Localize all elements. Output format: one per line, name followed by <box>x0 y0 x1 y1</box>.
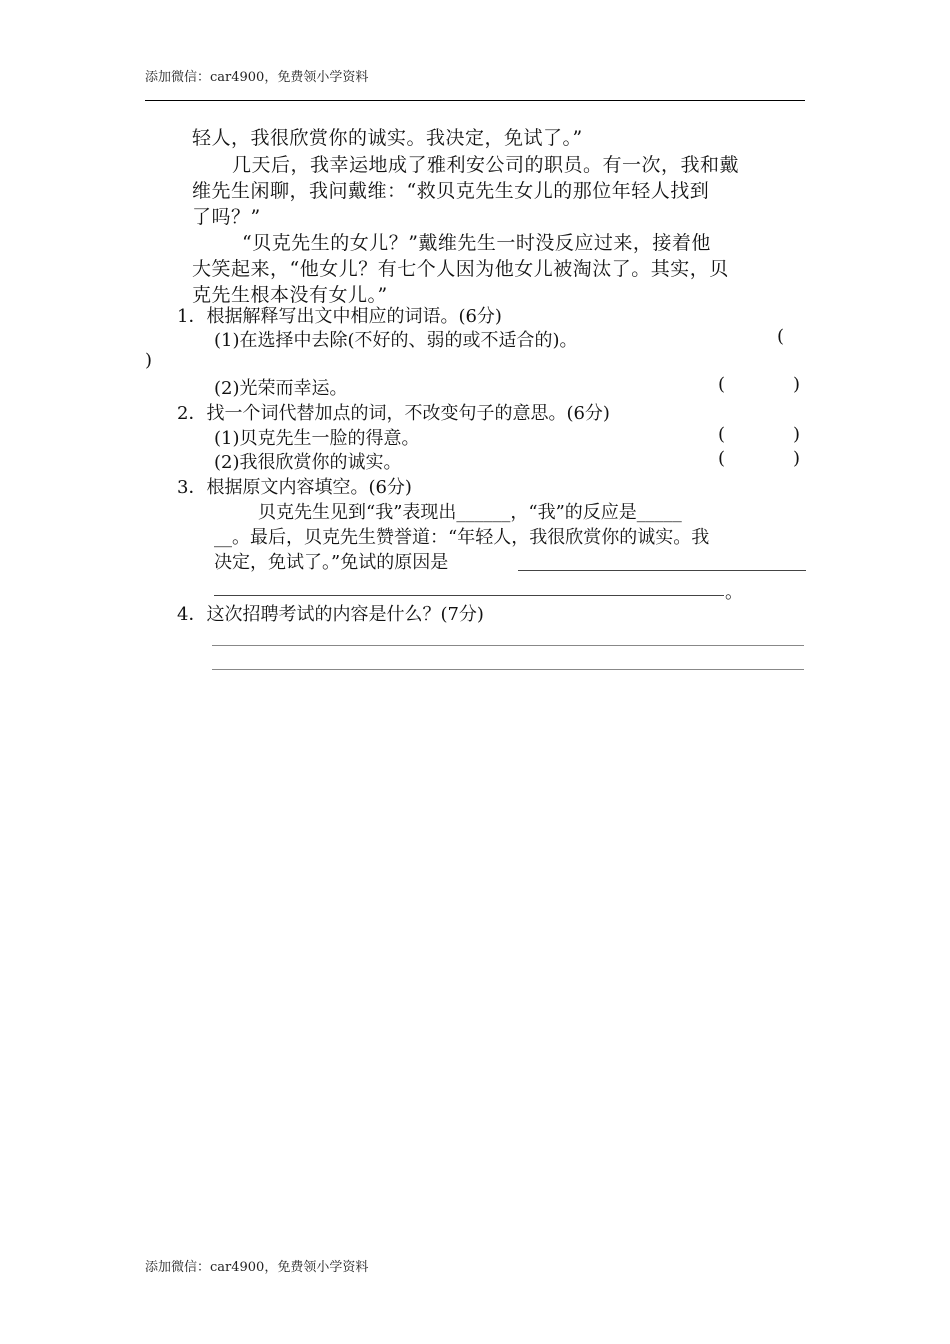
story-line: “贝克先生的女儿？”戴维先生一时没反应过来，接着他 <box>242 232 711 254</box>
answer-blank[interactable] <box>518 570 806 571</box>
story-line: 了吗？” <box>192 206 261 228</box>
answer-paren-open: ( <box>718 424 726 445</box>
story-line: 轻人，我很欣赏你的诚实。我决定，免试了。” <box>192 127 583 149</box>
story-line: 几天后，我幸运地成了雅利安公司的职员。有一次，我和戴 <box>232 154 740 176</box>
answer-paren-close: ) <box>793 374 801 395</box>
question-item: (2)光荣而幸运。 <box>214 378 348 399</box>
question-item: (2)我很欣赏你的诚实。 <box>214 452 402 473</box>
answer-paren-close: ) <box>793 448 801 469</box>
story-line: 大笑起来，“他女儿？有七个人因为他女儿被淘汰了。其实，贝 <box>192 258 729 280</box>
answer-blank[interactable] <box>214 595 724 596</box>
page-footer: 添加微信：car4900，免费领小学资料 <box>145 1260 369 1275</box>
answer-paren-open: ( <box>777 326 785 347</box>
end-mark: 。 <box>725 582 743 603</box>
story-line: 维先生闲聊，我问戴维：“救贝克先生女儿的那位年轻人找到 <box>192 180 710 202</box>
answer-blank[interactable] <box>212 645 804 646</box>
answer-paren-close: ) <box>145 350 153 371</box>
question-title: 1．根据解释写出文中相应的词语。(6分) <box>177 306 502 327</box>
fill-in-line: 决定，免试了。”免试的原因是 <box>214 552 449 573</box>
answer-paren-open: ( <box>718 374 726 395</box>
header-rule <box>145 100 805 101</box>
question-item: (1)贝克先生一脸的得意。 <box>214 428 420 449</box>
page-header: 添加微信：car4900，免费领小学资料 <box>145 70 369 85</box>
fill-in-line: __。最后，贝克先生赞誉道：“年轻人，我很欣赏你的诚实。我 <box>214 527 710 548</box>
story-line: 克先生根本没有女儿。” <box>192 284 388 306</box>
question-title: 3．根据原文内容填空。(6分) <box>177 477 412 498</box>
question-title: 2．找一个词代替加点的词，不改变句子的意思。(6分) <box>177 403 610 424</box>
answer-blank[interactable] <box>212 669 804 670</box>
question-item: (1)在选择中去除(不好的、弱的或不适合的)。 <box>214 330 578 351</box>
question-title: 4．这次招聘考试的内容是什么？(7分) <box>177 604 484 625</box>
answer-paren-close: ) <box>793 424 801 445</box>
answer-paren-open: ( <box>718 448 726 469</box>
fill-in-line: 贝克先生见到“我”表现出______，“我”的反应是_____ <box>258 502 682 523</box>
